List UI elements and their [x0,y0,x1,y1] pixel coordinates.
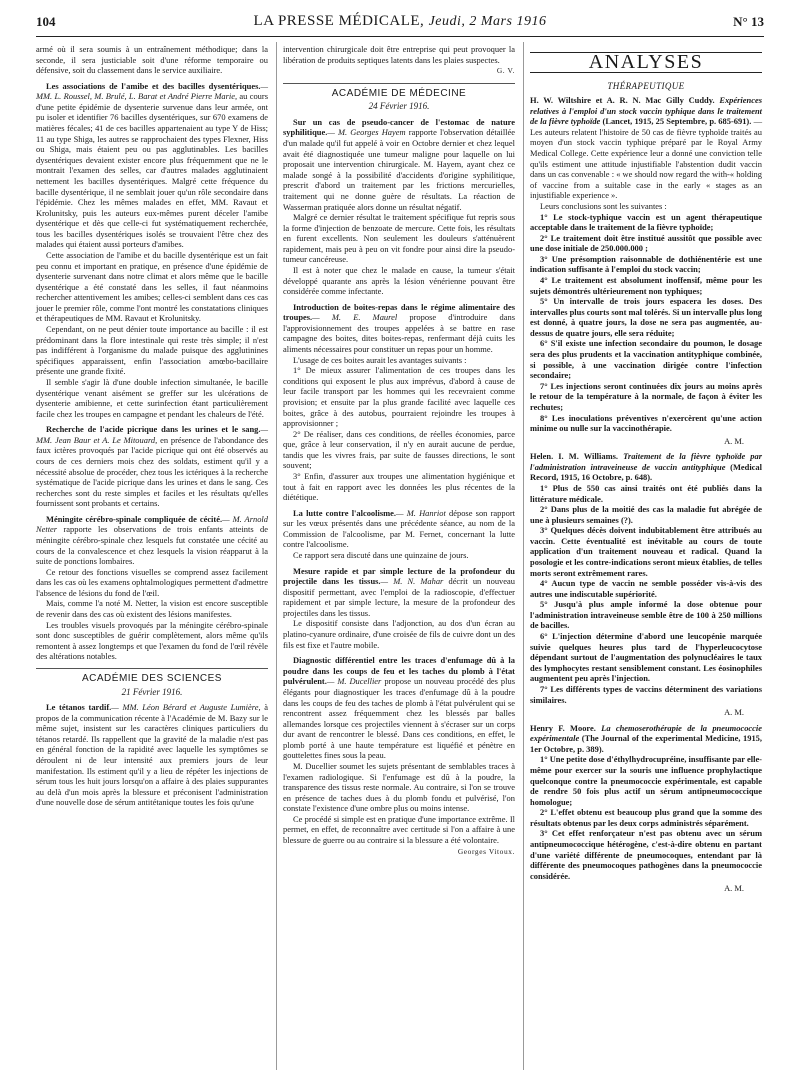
article-authors: — MM. Jean Baur et A. Le Mitouard, [36,424,268,445]
paragraph: Leurs conclusions sont les suivantes : [540,200,667,211]
column-rule [523,42,524,1070]
article [283,566,515,619]
article [283,655,515,761]
list-item: 5° Un intervalle de trois jours espacera les doses. Des intervalles plus courts sont mal tolérés. Si un intervalle plus long est donné, à quatre jours, la dose ne sera pas augmentée, au-dessus de quatre jours, elle sera réduite; [530,296,762,338]
article-authors: — M. E. Maurel [312,312,398,323]
page-header [36,12,764,37]
analysis-entry [530,95,762,201]
article-text: propose un nouveau procédé des plus élégants pour diagnostiquer les traces d'enfumage dû à la poudre dans les coups de feu des taches de plomb à l'état pulvérulent qui se rencontrent assez fréquemment chez les blessés par balles allemandes lorsque ces projectiles viennent à s'écraser sur un corps dur avant de rencontrer le blessé. Dans ces conditions, en effet, le plomb porté à une haute température est liquéfié et pénètre en gouttelettes fines sous la peau. [283,676,515,761]
paragraph: 1° De mieux assurer l'alimentation de ces troupes dans les conditions qui exposent le plus aux imprévus, d'abord à cause de leur facile transport par les hommes qui les recevraient comme provision; et ensuite par la plus grande facilité avec laquelle ces boites, grâce à des autobus, pourraient rejoindre les troupes à approvisionner ; [283,365,515,429]
section-date: 21 Février 1916. [121,686,183,697]
list-item: 4° Le traitement est absolument inoffensif, même pour les sujets démontrés ultérieurement non typhiques; [530,274,762,296]
paragraph: armé où il sera soumis à un entraînement méthodique; dans la seconde, il sera justiciable soit d'une réforme temporaire ou défensive, soit du classement dans le service auxiliaire. [36,44,268,76]
article-authors: — M. N. Mahar [380,576,444,587]
article-text: décrit un nouveau dispositif permettant, avec l'emploi de la radioscopie, d'effectuer rapidement et par simple lecture, la mesure de la profondeur des projectiles dans les tissus. [283,576,515,618]
entry-source: (The Journal of the experimental Medicine, 1915, 1er Octobre, p. 389). [530,733,762,754]
list-item: 1° Le stock-typhique vaccin est un agent thérapeutique acceptable dans le traitement de la fièvre typhoïde; [530,211,762,233]
signature: A. M. [724,883,744,894]
entry-title: Expériences relatives à l'emploi d'un stock vaccin typhique dans le traitement de la fièvre typhoïde [530,95,762,127]
article-title: Méningite cérébro-spinale compliquée de cécité. [46,513,223,524]
paragraph: intervention chirurgicale doit être entreprise qui peut provoquer la libération de produits septiques latents dans les plaies suspectes. [283,44,515,65]
article-text: au cours d'une petite épidémie de dysenterie survenue dans leur armée, ont pu isoler et identifier 76 bacilles dysentériques, sur 670 examens de matières fécales; 41 de ces bacilles appartenaient au type Y de Hiss; 11 au type Shiga, les autres se rapprochaient des types Flexner, Hiss ou Shiga, mais étaient peu ou pas agglutinables. Les bacilles dysentériques devaient exister encore plus fréquemment que ne le montrait l'examen des selles, car d'autres malades agglutinaient nettement les bacilles dysentériques. Malgré cette fréquence du bacille dysentérique, il ne semblait jouer qu'un rôle secondaire dans l'épidémie. Chez les mêmes malades en effet, MM. Ravaut et Krolunitsky, puis les auteurs eux-mêmes purent déceler l'amibe dysentérique et dès que celle-ci fut systématiquement recherchée, tous les bacilles dysentériques isolés se trouvaient l'être chez des malades qui étaient aussi porteurs d'amibes. [36,91,268,250]
article [36,424,268,509]
list-item: 7° Les différents types de vaccins déterminent des variations similaires. [530,683,762,705]
list-item: 2° Le traitement doit être institué aussitôt que possible avec une dose initiale de 250.000.000 ; [530,232,762,254]
article-text: à propos de la communication récente à l'Académie de M. Bazy sur le même sujet, insistent sur les caractères cliniques particuliers du tétanos retardé. Ils rappellent que la gravité de la maladie n'est pas en général fonction de la rapidité avec laquelle les symptômes se déroulent ni de leur intensité aux premiers jours de leur manifestation. Ils estiment qu'il y a lieu de répéter les injections de sérum tous les huit jours lorsqu'on a affaire à des plaies suppurantes au delà d'un mois après la blessure et préconisent l'administration d'une nouvelle dose de sérum antitétanique toutes les fois qu'une [36,702,268,808]
column-2 [283,44,515,857]
article-authors: — MM. L. Roussel, M. Brulé, L. Barat et André Pierre Marie, [36,80,268,102]
section-title: ACADÉMIE DES SCIENCES [36,668,268,685]
paragraph: Ce rapport sera discuté dans une quinzaine de jours. [293,550,469,561]
article-text: en présence de l'abondance des faux ictères provoqués par l'acide picrique qui ont été observés au cours de ces derniers mois chez des soldats, estiment qu'il y a nécessité absolue de procéder, chez tous les ictériques à la recherche systématique de l'acide picrique dans les urines et dans le sang. Ces recherches sont du reste simples et faciles et les résultats qu'elles fournissent sont probants et certains. [36,434,269,509]
journal-name: LA PRESSE MÉDICALE, [253,13,425,29]
article [36,702,268,808]
paragraph: Ce procédé si simple est en pratique d'une importance extrême. Il permet, en effet, de reconnaître avec certitude si l'on a affaire à une blessure de guerre ou au contraire si la blessure a été volontaire. [283,813,515,846]
paragraph: Cette association de l'amibe et du bacille dysentérique est un fait peu connu et important en pratique, en présence d'une épidémie de dysenterie survenant dans notre climat et alors même que le bacille dysentérique a été constaté dans les selles, il faut néanmoins rechercher attentivement les amibes; celles-ci semblent dans ces cas jouer le premier rôle, comme l'ont montré les constatations cliniques et thérapeutiques de MM. Ravaut et Krolunitsky. [36,249,268,324]
article-authors: — M. Arnold Netter [36,513,268,535]
list-item: 7° Les injections seront continuées dix jours au moins après le retour de la température à la normale, de façon à éviter les rechutes; [530,380,762,412]
signature: G. V. [496,66,515,76]
article-text: dépose son rapport sur les vœux présentés dans une précédente séance, au nom de la Commission de l'alcoolisme, par M. Fernet, concernant la lutte contre l'alcoolisme. [283,507,515,550]
entry-source: (Medical Record, 1915, 16 Octobre, p. 648). [530,461,762,483]
entry-title: Traitement de la fièvre typhoïde par l'administration intraveineuse de vaccin antityphique [530,451,762,472]
article-authors: — M. Georges Hayem [327,127,406,138]
paragraph: Mais, comme l'a noté M. Netter, la vision est encore susceptible de revenir dans des cas où existent des lésions manifestes. [36,598,268,620]
entry-title: La chemoserothérapie de la pneumococcie expérimentale [530,722,762,744]
article [283,508,515,550]
paragraph: Cependant, on ne peut dénier toute importance au bacille : il est prédominant dans la flore intestinale qui reste très simple; il n'est pas indifférent à l'organisme du malade puisque des agglutinines spécifiques apparaissent, enfin l'association amœbo-bacillaire présente une grande fixité. [36,324,268,377]
column-3 [530,44,762,894]
article-title: La lutte contre l'alcoolisme. [293,507,396,518]
section-title: ACADÉMIE DE MÉDECINE [283,83,515,100]
entry-authors: Henry F. Moore. [530,722,596,733]
section-date: 24 Février 1916. [368,101,430,112]
paragraph: Il est à noter que chez le malade en cause, la tumeur s'était développé quarante ans après la lésion vénérienne pouvant être considérée comme infectante. [283,264,515,297]
article [283,117,515,212]
paragraph: 2° De réaliser, dans ces conditions, de réelles économies, parce que, grâce à leur conservation, il n'y en aurait aucune de perdue, tandis que les vivres frais, par suite de fausses directions, le sont souvent; [283,428,515,471]
list-item: 2° Dans plus de la moitié des cas la maladie fut abrégée de une à plusieurs semaines (?). [530,504,762,525]
list-item: 6° L'injection détermine d'abord une leucopénie marquée suivie quelques heures plus tard de l'hyperleucocytose dépendant surtout de l'augmentation des polynucléaires le taux des lymphocytes restant sensiblement constant. Les éosinophiles augmentent peu après l'injection. [530,631,762,684]
paragraph: Les troubles visuels provoqués par la méningite cérébro-spinale sont donc susceptibles de guérir complètement, alors même qu'ils remontent à assez longtemps et que l'examen du fond de l'œil révèle des altérations notables. [36,619,268,662]
paragraph: Malgré ce dernier résultat le traitement spécifique fut repris sous la forme d'injection de benzoate de mercure. Cette fois, les résultats en furent excellents. Non seulement les douleurs s'atténuèrent rapidement, mais peu à peu on vit fondre pour ainsi dire la pseudo-tumeur cancéreuse. [283,212,515,265]
list-item: 3° Une présomption raisonnable de dothiénentérie est une indication suffisante à l'emploi du stock vaccin; [530,253,762,275]
article-title: Recherche de l'acide picrique dans les urines et le sang. [46,424,261,435]
list-item: 3° Quelques décès doivent indubitablement être attribués au vaccin. Cette éventualité est inévitable au cours de toute application d'un traitement nouveau et radical. Quand la posologie et les contre-indications seront mieux établies, de telles morts seront extrêmement rares. [530,525,762,578]
article-text: rapporte l'observation détaillée d'un malade qu'il fut appelé à voir en Octobre dernier et chez lequel avait été diagnostiquée une tumeur maligne pour laquelle on lui proposait une intervention chirurgicale. M. Hayem, ayant chez ce malade songé à la possibilité d'accidents d'origine syphilitique, prescrit d'abord un traitement par les frictions mercurielles, traitement qui ne donne guère de résultats. La réaction de Wasserman pratiquée alors donne un résultat négatif. [283,127,515,212]
signature: A. M. [724,435,744,446]
list-item: 3° Cet effet renforçateur n'est pas obtenu avec un sérum antipneumococcique hétérogène, c'est-à-dire obtenu en partant d'une variété différente de pneumocoques, entendant par là différente des pneumocoques pathogènes dans la pneumococcie considérée. [530,828,762,881]
page-number: 104 [36,14,56,29]
entry-authors: H. W. Wiltshire et A. R. N. Mac Gilly Cuddy. [530,95,715,106]
article [36,514,268,567]
analysis-entry [530,451,762,483]
column-rule [276,42,277,1070]
article-authors: — MM. Léon Bérard et Auguste Lumière, [111,702,261,713]
signature: Georges Vitoux. [457,846,515,856]
list-item: 6° S'il existe une infection secondaire du poumon, le dosage sera des plus prudents et la vaccination antityphique combinée, si possible, à une vaccination dirigée contre l'infection secondaire; [530,338,762,381]
list-item: 2° L'effet obtenu est beaucoup plus grand que la somme des résultats obtenus par les deux corps administrés séparément. [530,807,762,828]
article-title: Introduction de boites-repas dans le régime alimentaire des troupes. [283,301,515,323]
article [283,302,515,355]
paragraph: M. Ducellier soumet les sujets présentant de semblables traces à l'examen radiologique. Si l'enfumage est dû à la poudre, la transparence des tissus reste normale. Au contraire, si l'on se trouve en présence de taches dues à du plomb fondu et pulvérisé, l'on constate l'existence d'une ombre plus ou moins intense. [283,761,515,814]
article-title: Sur un cas de pseudo-cancer de l'estomac de nature syphilitique. [283,116,515,138]
article-title: Le tétanos tardif. [46,702,112,713]
paragraph: Le dispositif consiste dans l'adjonction, au dos d'un écran au platino-cyanure ordinaire, d'une croisée de fils de cuivre dont un des fils est fixe et l'autre mobile. [283,618,515,650]
list-item: 4° Aucun type de vaccin ne semble posséder vis-à-vis des autres une indiscutable supériorité. [530,578,762,599]
paragraph: Il semble s'agir là d'une double infection simultanée, le bacille dysentérique venant aisément se greffer sur les ulcérations de dysenterie amibienne, et cette surinfection étant particulièrement facile chez les troupes en campagne et pendant les chaleurs de l'été. [36,376,268,419]
article [36,81,268,250]
entry-text: — Les auteurs relatent l'histoire de 50 cas de fièvre typhoïde traités au moyen d'un stock vaccin typhique préparé par le Royal Army Medical College. Cette expérience leur a donné une conviction telle qu'ils estiment une attitude injustifiable l'abstention dudit vaccin dans un cas convenable : « we should now regard the with-« holding of vaccine from a suitable case in the early « stages as an injustifiable experience ». [530,116,762,201]
article-title: Les associations de l'amibe et des bacilles dysentériques. [46,80,261,91]
subsection-heading: THÉRAPEUTIQUE [607,80,685,91]
list-item: 5° Jusqu'à plus ample informé la dose obtenue pour l'administration intraveineuse semble être de 100 à 250 millions de bacilles. [530,599,762,631]
article-text: rapporte les observations de trois enfants atteints de méningite cérébro-spinale chez lesquels fut constatée une cécité au cours de la convalescence et chez lesquels la vision réapparut à la suite de ponctions lombaires. [36,524,268,567]
list-item: 1° Une petite dose d'éthylhydrocupréine, insuffisante par elle-même pour exercer sur la souris une influence prophylactique quelconque contre la pneumococcie expérimentale, est capable de rendre 50 fois plus actif un sérum antipneumococcique homologue; [530,754,762,807]
entry-authors: Helen. I. M. Williams. [530,451,619,462]
paragraph: L'usage de ces boites aurait les avantages suivants : [293,354,467,365]
entry-source: (Lancet, 1915, 25 Septembre, p. 685-691). [600,116,752,127]
list-item: 8° Les inoculations préventives n'exercèrent qu'une action minime ou nulle sur la vaccinothérapie. [530,412,762,434]
article-title: Diagnostic différentiel entre les traces d'enfumage dû à la poudre dans les coups de feu et les taches du plomb à l'état pulvérulent. [283,655,515,687]
article-authors: — M. Ducellier [326,676,382,687]
paragraph: 3° Enfin, d'assurer aux troupes une alimentation hygiénique et tout à fait en rapport avec les données les plus récentes de la diététique. [283,470,515,503]
signature: A. M. [724,707,744,718]
issue-number: N° 13 [733,14,764,29]
analysis-entry [530,723,762,755]
column-1 [36,44,268,808]
article-authors: — M. Hanriot [396,507,446,518]
issue-date: Jeudi, 2 Mars 1916 [428,14,547,29]
article-title: Mesure rapide et par simple lecture de la profondeur du projectile dans les tissus. [283,565,515,587]
article-text: propose d'introduire dans l'approvisionnement des troupes appelées à se battre en rase campagne des boites, dites boites-repas, renfermant déjà cuits les aliments nécessaires pour constituer un repas pour un homme. [283,312,515,355]
list-item: 1° Plus de 550 cas ainsi traités ont été publiés dans la littérature médicale. [530,482,762,504]
section-heading: ANALYSES [530,52,762,68]
journal-title [36,13,764,30]
paragraph: Ce retour des fonctions visuelles se comprend assez facilement dans les cas où les examens ophtalmologiques permettent d'admettre l'absence de lésions du fond de l'œil. [36,566,268,598]
